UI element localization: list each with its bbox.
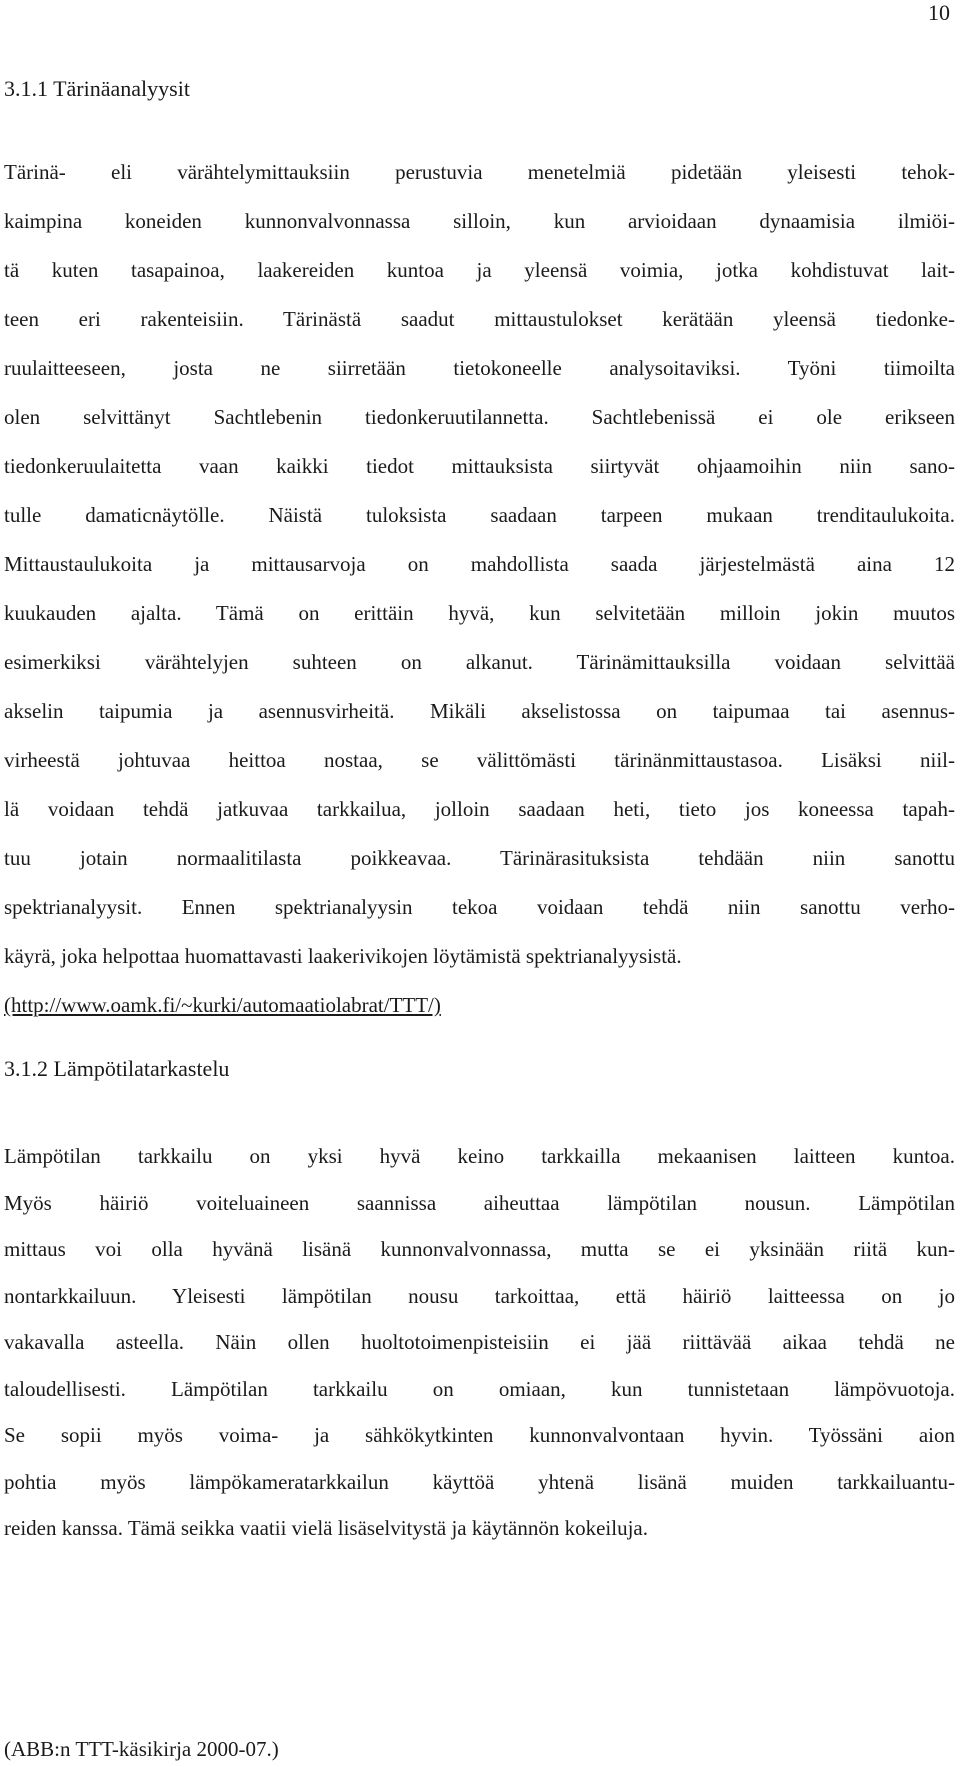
section-heading-vibration-analysis: 3.1.1 Tärinäanalyysit bbox=[4, 76, 190, 101]
paragraph-line: spektrianalyysit. Ennen spektrianalyysin tekoa voidaan tehdä niin sanottu verho- bbox=[4, 895, 955, 919]
paragraph-line: mittaus voi olla hyvänä lisänä kunnonvalvonnassa, mutta se ei yksinään riitä kun- bbox=[4, 1237, 955, 1261]
paragraph-line: teen eri rakenteisiin. Tärinästä saadut mittaustulokset kerätään yleensä tiedonke- bbox=[4, 307, 955, 331]
paragraph-line: esimerkiksi värähtelyjen suhteen on alkanut. Tärinämittauksilla voidaan selvittää bbox=[4, 650, 955, 674]
paragraph-vibration-analysis bbox=[4, 148, 955, 1030]
section-heading-temperature-inspection: 3.1.2 Lämpötilatarkastelu bbox=[4, 1056, 230, 1081]
page-number: 10 bbox=[928, 0, 950, 25]
paragraph-line: akselin taipumia ja asennusvirheitä. Mikäli akselistossa on taipumaa tai asennus- bbox=[4, 699, 955, 723]
paragraph-line: Myös häiriö voiteluaineen saannissa aiheuttaa lämpötilan nousun. Lämpötilan bbox=[4, 1190, 955, 1215]
source-link[interactable]: (http://www.oamk.fi/~kurki/automaatiolabrat/TTT/) bbox=[4, 993, 441, 1017]
paragraph-line: tulle damaticnäytölle. Näistä tuloksista saadaan tarpeen mukaan trenditaulukoita. bbox=[4, 503, 955, 527]
paragraph-line: kaimpina koneiden kunnonvalvonnassa silloin, kun arvioidaan dynaamisia ilmiöi- bbox=[4, 209, 955, 233]
paragraph-temperature-inspection bbox=[4, 1133, 955, 1552]
paragraph-line: vakavalla asteella. Näin ollen huoltotoimenpisteisiin ei jää riittävää aikaa tehdä ne bbox=[4, 1330, 955, 1354]
paragraph-line: Se sopii myös voima- ja sähkökytkinten kunnonvalvontaan hyvin. Työssäni aion bbox=[4, 1423, 955, 1447]
paragraph-line: tä kuten tasapainoa, laakereiden kuntoa ja yleensä voimia, jotka kohdistuvat lait- bbox=[4, 258, 955, 282]
paragraph-line: olen selvittänyt Sachtlebenin tiedonkeruutilannetta. Sachtlebenissä ei ole erikseen bbox=[4, 405, 955, 429]
paragraph-line: lä voidaan tehdä jatkuvaa tarkkailua, jolloin saadaan heti, tieto jos koneessa tapah- bbox=[4, 797, 955, 821]
paragraph-line: nontarkkailuun. Yleisesti lämpötilan nousu tarkoittaa, että häiriö laitteessa on jo bbox=[4, 1283, 955, 1308]
paragraph-line: taloudellisesti. Lämpötilan tarkkailu on omiaan, kun tunnistetaan lämpövuotoja. bbox=[4, 1376, 955, 1401]
paragraph-line: kuukauden ajalta. Tämä on erittäin hyvä, kun selvitetään milloin jokin muutos bbox=[4, 601, 955, 625]
paragraph-line: Mittaustaulukoita ja mittausarvoja on mahdollista saada järjestelmästä aina 12 bbox=[4, 552, 955, 576]
reference-citation: (ABB:n TTT-käsikirja 2000-07.) bbox=[4, 1737, 279, 1761]
source-link-line bbox=[4, 981, 955, 1030]
paragraph-line: tiedonkeruulaitetta vaan kaikki tiedot mittauksista siirtyvät ohjaamoihin niin sano- bbox=[4, 454, 955, 478]
paragraph-line: pohtia myös lämpökameratarkkailun käyttöä yhtenä lisänä muiden tarkkailuantu- bbox=[4, 1469, 955, 1494]
paragraph-line: virheestä johtuvaa heittoa nostaa, se välittömästi tärinänmittaustasoa. Lisäksi niil- bbox=[4, 748, 955, 772]
paragraph-line: tuu jotain normaalitilasta poikkeavaa. Tärinärasituksista tehdään niin sanottu bbox=[4, 846, 955, 870]
paragraph-line: Lämpötilan tarkkailu on yksi hyvä keino tarkkailla mekaanisen laitteen kuntoa. bbox=[4, 1144, 955, 1168]
paragraph-line: Tärinä- eli värähtelymittauksiin perustuvia menetelmiä pidetään yleisesti tehok- bbox=[4, 160, 955, 184]
paragraph-line: ruulaitteeseen, josta ne siirretään tietokoneelle analysoitaviksi. Työni tiimoilta bbox=[4, 356, 955, 380]
paragraph-line: reiden kanssa. Tämä seikka vaatii vielä lisäselvitystä ja käytännön kokeiluja. bbox=[4, 1516, 648, 1540]
paragraph-line: käyrä, joka helpottaa huomattavasti laakerivikojen löytämistä spektrianalyysistä. bbox=[4, 944, 682, 968]
